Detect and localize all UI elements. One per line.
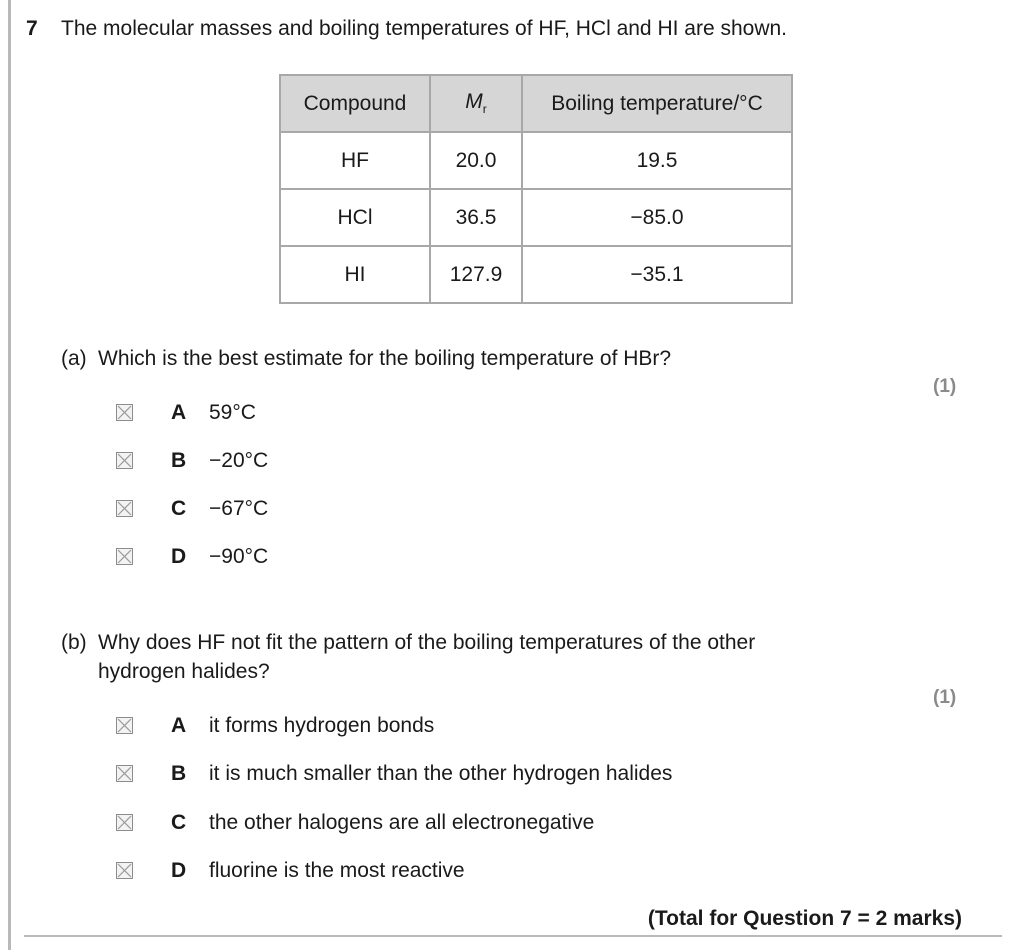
- part-a-label: (a): [61, 347, 87, 370]
- part-a-option-b[interactable]: [116, 449, 816, 475]
- bottom-rule: [24, 935, 1002, 937]
- cell-compound: HF: [280, 132, 430, 189]
- option-text: the other halogens are all electronegative: [209, 811, 595, 834]
- part-a-option-d[interactable]: [116, 545, 816, 571]
- cell-compound: HCl: [280, 189, 430, 246]
- part-b-question-line-2: hydrogen halides?: [98, 660, 270, 683]
- part-b-option-c[interactable]: [116, 811, 816, 837]
- header-molecular-mass: $M_r$: [430, 75, 522, 132]
- crossed-checkbox-icon[interactable]: [116, 452, 133, 469]
- cell-mr: 127.9: [430, 246, 522, 303]
- part-b-marks: (1): [933, 687, 957, 708]
- cell-boiling: −35.1: [522, 246, 792, 303]
- option-text: −20°C: [209, 449, 269, 472]
- option-letter: B: [171, 449, 187, 472]
- left-margin-rule: [8, 0, 11, 950]
- option-text: it forms hydrogen bonds: [209, 714, 435, 737]
- header-boiling-temperature: Boiling temperature/°C: [522, 75, 792, 132]
- option-text: −67°C: [209, 497, 269, 520]
- compound-data-table: [279, 74, 793, 304]
- cell-boiling: 19.5: [522, 132, 792, 189]
- part-b-option-b[interactable]: [116, 762, 816, 788]
- table-row: [280, 132, 792, 189]
- cell-mr: 20.0: [430, 132, 522, 189]
- option-letter: C: [171, 811, 187, 834]
- option-letter: B: [171, 762, 187, 785]
- table-row: [280, 189, 792, 246]
- option-letter: C: [171, 497, 187, 520]
- part-a-option-c[interactable]: [116, 497, 816, 523]
- option-letter: D: [171, 545, 187, 568]
- option-text: it is much smaller than the other hydrogen halides: [209, 762, 673, 785]
- option-letter: A: [171, 714, 187, 737]
- part-b-label: (b): [61, 631, 87, 654]
- option-letter: A: [171, 401, 187, 424]
- crossed-checkbox-icon[interactable]: [116, 814, 133, 831]
- option-text: 59°C: [209, 401, 256, 424]
- part-a-marks: (1): [933, 376, 957, 397]
- option-text: fluorine is the most reactive: [209, 859, 465, 882]
- question-stem: The molecular masses and boiling temperatures of HF, HCl and HI are shown.: [61, 17, 787, 40]
- question-total-marks: (Total for Question 7 = 2 marks): [647, 907, 962, 930]
- crossed-checkbox-icon[interactable]: [116, 548, 133, 565]
- cell-mr: 36.5: [430, 189, 522, 246]
- header-compound: Compound: [280, 75, 430, 132]
- part-a-question: Which is the best estimate for the boiling temperature of HBr?: [98, 347, 672, 370]
- cell-boiling: −85.0: [522, 189, 792, 246]
- crossed-checkbox-icon[interactable]: [116, 500, 133, 517]
- part-b-option-d[interactable]: [116, 859, 816, 885]
- option-letter: D: [171, 859, 187, 882]
- part-b-option-a[interactable]: [116, 714, 816, 740]
- question-number: 7: [26, 17, 38, 40]
- table-row: [280, 246, 792, 303]
- part-a-option-a[interactable]: [116, 401, 816, 427]
- cell-compound: HI: [280, 246, 430, 303]
- part-b-question-line-1: Why does HF not fit the pattern of the boiling temperatures of the other: [98, 631, 756, 654]
- table-header-row: [280, 75, 792, 132]
- crossed-checkbox-icon[interactable]: [116, 765, 133, 782]
- crossed-checkbox-icon[interactable]: [116, 404, 133, 421]
- option-text: −90°C: [209, 545, 269, 568]
- crossed-checkbox-icon[interactable]: [116, 717, 133, 734]
- crossed-checkbox-icon[interactable]: [116, 862, 133, 879]
